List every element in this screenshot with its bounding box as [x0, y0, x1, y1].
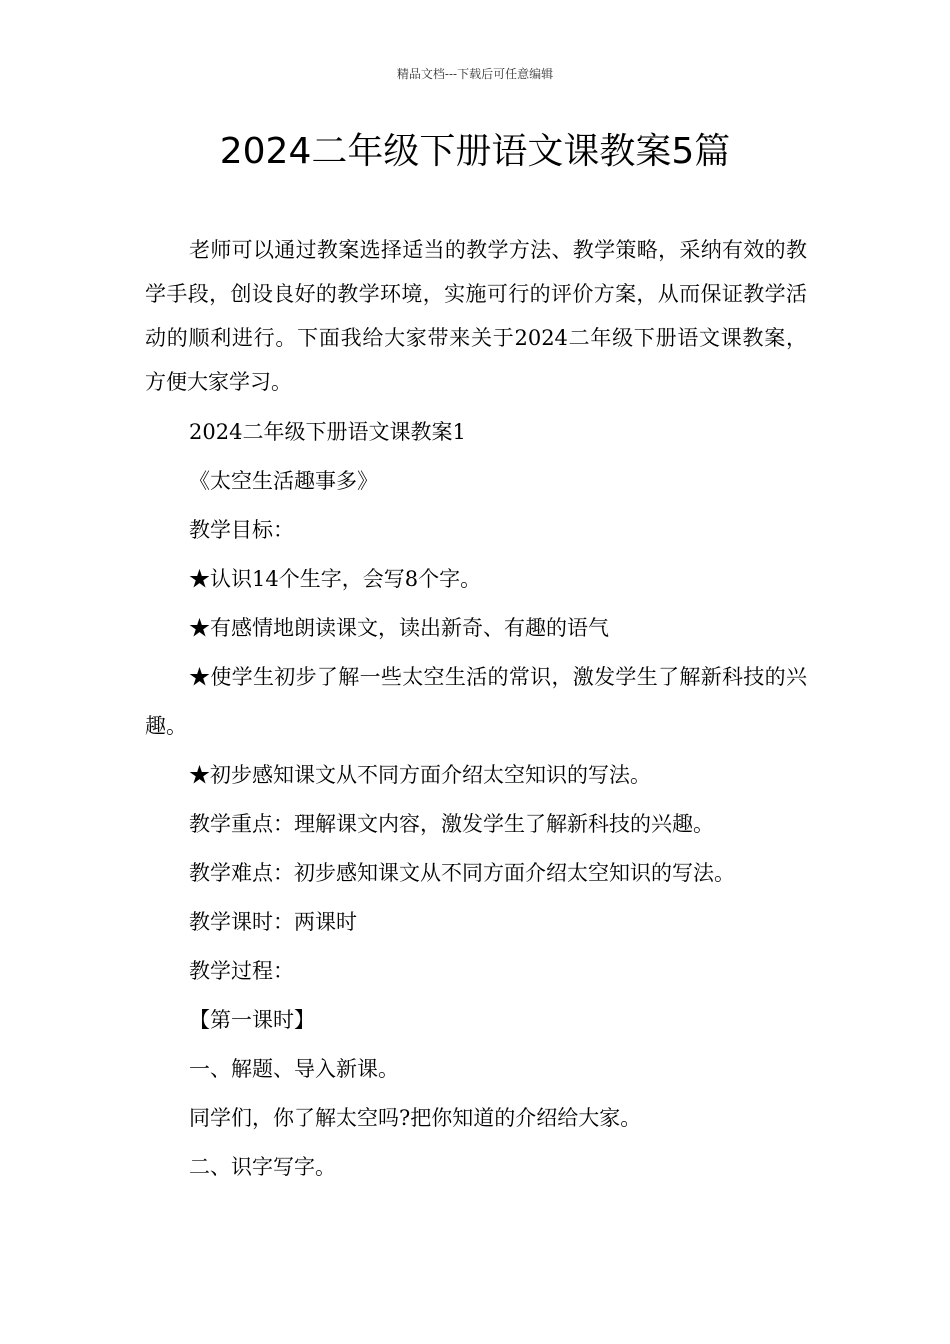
section-heading: 二、识字写字。: [189, 1155, 336, 1179]
goal-item: ★认识14个生字，会写8个字。: [189, 567, 482, 591]
section-heading: 一、解题、导入新课。: [189, 1057, 399, 1081]
document-body: [145, 228, 807, 1192]
teaching-difficulty: 教学难点：初步感知课文从不同方面介绍太空知识的写法。: [189, 861, 735, 885]
lesson-title: 《太空生活趣事多》: [189, 469, 378, 493]
intro-paragraph: 老师可以通过教案选择适当的教学方法、教学策略，采纳有效的教学手段，创设良好的教学环境，实施可行的评价方案，从而保证教学活动的顺利进行。下面我给大家带来关于2024二年级下册语文课教案，方便大家学习。: [145, 238, 807, 394]
page-header-watermark: 精品文档---下载后可任意编辑: [396, 67, 554, 81]
document-title: 2024二年级下册语文课教案5篇: [219, 131, 731, 172]
lesson-plan-heading: 2024二年级下册语文课教案1: [189, 420, 466, 444]
goal-item: ★有感情地朗读课文，读出新奇、有趣的语气: [189, 616, 609, 640]
teaching-process-label: 教学过程：: [189, 959, 294, 983]
goal-item: ★使学生初步了解一些太空生活的常识，激发学生了解新科技的兴趣。: [145, 665, 807, 738]
teaching-hours: 教学课时：两课时: [189, 910, 357, 934]
body-paragraph: 同学们，你了解太空吗?把你知道的介绍给大家。: [189, 1106, 642, 1130]
first-lesson-heading: 【第一课时】: [189, 1008, 315, 1032]
goal-item: ★初步感知课文从不同方面介绍太空知识的写法。: [189, 763, 651, 787]
teaching-focus: 教学重点：理解课文内容，激发学生了解新科技的兴趣。: [189, 812, 714, 836]
teaching-goals-label: 教学目标：: [189, 518, 294, 542]
